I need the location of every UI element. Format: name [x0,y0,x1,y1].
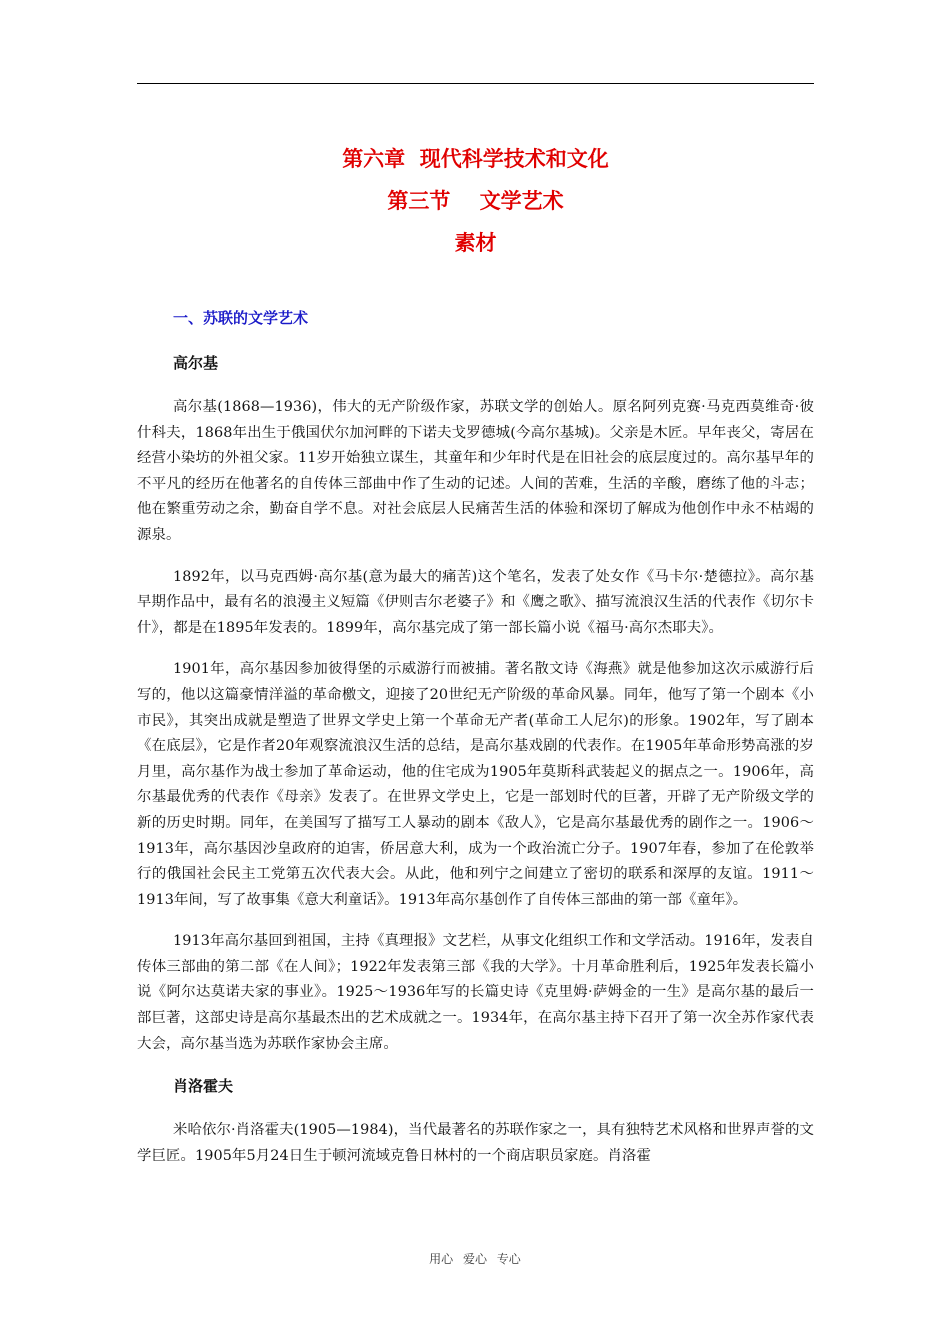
paragraph: 1892年，以马克西姆·高尔基(意为最大的痛苦)这个笔名，发表了处女作《马卡尔·楚德拉》。高尔基早期作品中，最有名的浪漫主义短篇《伊则吉尔老婆子》和《鹰之歌》、描写流浪汉生活的代表作《切尔卡什》，都是在1895年发表的。1899年，高尔基完成了第一部长篇小说《福马·高尔杰耶夫》。 [137,568,814,636]
page-footer: 用心 爱心 专心 [429,1252,521,1266]
paragraph: 高尔基(1868—1936)，伟大的无产阶级作家，苏联文学的创始人。原名阿列克赛·马克西莫维奇·彼什科夫，1868年出生于俄国伏尔加河畔的下诺夫戈罗德城(今高尔基城)。父亲是木匠。早年丧父，寄居在经营小染坊的外祖父家。11岁开始独立谋生，其童年和少年时代是在旧社会的底层度过的。高尔基早年的不平凡的经历在他著名的自传体三部曲中作了生动的记述。人间的苦难，生活的辛酸，磨练了他的斗志；他在繁重劳动之余，勤奋自学不息。对社会底层人民痛苦生活的体验和深切了解成为他创作中永不枯竭的源泉。 [137,399,814,543]
paragraph: 1901年，高尔基因参加彼得堡的示威游行而被捕。著名散文诗《海燕》就是他参加这次示威游行后写的，他以这篇豪情洋溢的革命檄文，迎接了20世纪无产阶级的革命风暴。同年，他写了第一个剧本《小市民》，其突出成就是塑造了世界文学史上第一个革命无产者(革命工人尼尔)的形象。1902年，写了剧本《在底层》，它是作者20年观察流浪汉生活的总结，是高尔基戏剧的代表作。在1905年革命形势高涨的岁月里，高尔基作为战士参加了革命运动，他的住宅成为1905年莫斯科武装起义的据点之一。1906年，高尔基最优秀的代表作《母亲》发表了。在世界文学史上，它是一部划时代的巨著，开辟了无产阶级文学的新的历史时期。同年，在美国写了描写工人暴动的剧本《敌人》，它是高尔基最优秀的剧作之一。1906～1913年，高尔基因沙皇政府的迫害，侨居意大利，成为一个政治流亡分子。1907年春，参加了在伦敦举行的俄国社会民主工党第五次代表大会。从此，他和列宁之间建立了密切的联系和深厚的友谊。1911～1913年间，写了故事集《意大利童话》。1913年高尔基创作了自传体三部曲的第一部《童年》。 [137,661,814,908]
body-content [137,305,814,1185]
subheading-sholokhov: 肖洛霍夫 [173,1077,234,1096]
section-heading-soviet-literature: 一、苏联的文学艺术 [173,309,309,327]
paragraph: 1913年高尔基回到祖国，主持《真理报》文艺栏，从事文化组织工作和文学活动。1916年，发表自传体三部曲的第二部《在人间》；1922年发表第三部《我的大学》。十月革命胜利后，1925年发表长篇小说《阿尔达莫诺夫家的事业》。1925～1936年写的长篇史诗《克里姆·萨姆金的一生》是高尔基的最后一部巨著，这部史诗是高尔基最杰出的艺术成就之一。1934年，在高尔基主持下召开了第一次全苏作家代表大会，高尔基当选为苏联作家协会主席。 [137,933,814,1052]
header-rule [137,83,814,84]
paragraph: 米哈依尔·肖洛霍夫(1905—1984)，当代最著名的苏联作家之一，具有独特艺术风格和世界声誉的文学巨匠。1905年5月24日生于顿河流域克鲁日林村的一个商店职员家庭。肖洛霍 [137,1122,814,1164]
chapter-title: 第六章 现代科学技术和文化 [342,147,609,171]
subheading-gorky: 高尔基 [173,354,219,372]
section-title: 第三节 文学艺术 [387,189,564,213]
title-block [137,138,814,264]
material-title: 素材 [454,231,497,255]
